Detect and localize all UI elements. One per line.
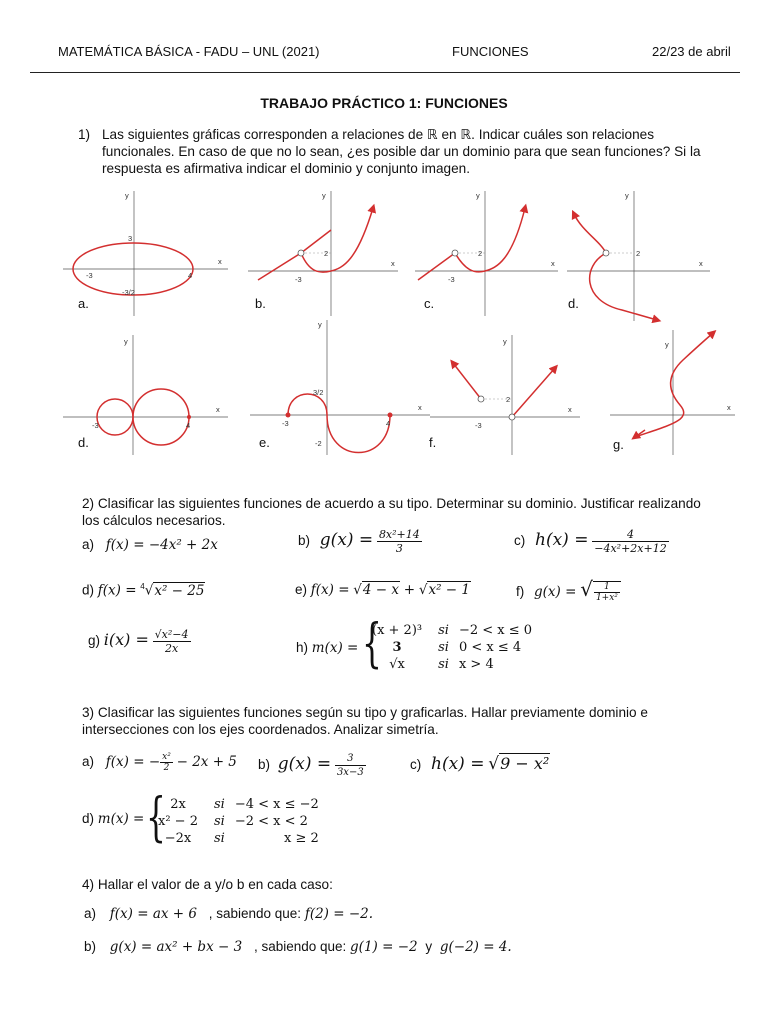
q2-h-label: h) <box>296 640 309 655</box>
q3-b-frac <box>335 752 366 779</box>
graph-f-y-label: y <box>503 337 507 346</box>
q3-d-label-wrap <box>82 811 144 827</box>
page-title: TRABAJO PRÁCTICO 1: FUNCIONES <box>260 95 508 111</box>
graph-c <box>410 186 562 321</box>
q4-b-cond-text: , sabiendo que: <box>253 939 347 954</box>
graph-a-y-label: y <box>125 191 129 200</box>
q2-b-frac <box>377 528 422 555</box>
q2-d-index: 4 <box>140 582 145 591</box>
q2-f: f) g(x) = √ $\frac{1}{\text{1+x²}}$ <box>516 577 621 603</box>
q3-a-den: 2 <box>163 763 170 773</box>
q2-b-den: 3 <box>395 542 403 555</box>
graph-d1-x-label: x <box>699 259 703 268</box>
q3-a-lhs: f(x) = − <box>105 754 161 771</box>
q2-b <box>298 528 422 555</box>
q3-b <box>258 752 366 779</box>
q2-d-lhs: f(x) = <box>97 582 137 599</box>
q4-a-cond-text: , sabiendo que: <box>208 906 302 921</box>
q2-e-plus: + <box>403 582 416 598</box>
q2-e-label: e) <box>295 582 308 597</box>
q2-f-frac <box>593 581 621 603</box>
q2-b-num: 8x²+14 <box>378 528 420 541</box>
q2-h-label-wrap <box>296 640 358 656</box>
q2-h-lhs: m(x) = <box>311 640 359 656</box>
graph-c-tick-2: 2 <box>478 249 483 258</box>
q3-b-lhs: g(x) = <box>277 754 332 775</box>
graph-f-x-label: x <box>568 405 572 414</box>
q2-intro-line-2: los cálculos necesarios. <box>82 513 226 528</box>
q2-c <box>514 528 669 555</box>
q1-line-3: respuesta es afirmativa indicar el dominio y conjunto imagen. <box>102 161 470 176</box>
q2-intro-line-1: 2) Clasificar las siguientes funciones de acuerdo a su tipo. Determinar su dominio. Justificar realizando <box>82 496 701 511</box>
graph-f-label: f. <box>429 435 437 450</box>
q3-d-row: −2x si x ≥ 2 <box>164 831 319 846</box>
q4-a-expr: f(x) = ax + 6 <box>109 906 197 922</box>
graph-e-tick-4: 4 <box>386 419 391 428</box>
q3-b-num: 3 <box>335 752 366 766</box>
q1-line-2: funcionales. En caso de que no lo sean, ¿es posible dar un dominio para que sean funciones? Si la <box>102 144 701 159</box>
q4-a <box>84 906 373 922</box>
q2-g-num: √x²−4 <box>154 628 189 641</box>
q3-c-label: c) <box>410 757 422 772</box>
q2-h-row: √x si x > 4 <box>389 657 494 672</box>
q2-a-label: a) <box>82 537 95 552</box>
graph-f-tick-2: 2 <box>506 395 511 404</box>
q2-intro <box>82 495 752 529</box>
q2-g-frac <box>153 628 191 655</box>
q3-d-row: x² − 2 si −2 < x < 2 <box>158 814 308 829</box>
graph-b-x-label: x <box>391 259 395 268</box>
graph-e-x-label: x <box>418 403 422 412</box>
graph-b <box>243 186 403 321</box>
q2-f-den: 1+x² <box>595 593 618 604</box>
graph-c-y-label: y <box>476 191 480 200</box>
graph-g-y-label: y <box>665 340 669 349</box>
graph-b-tick-2: 2 <box>324 249 329 258</box>
q2-e-rad1: 4 − x <box>362 582 400 598</box>
q2-c-lhs: h(x) = <box>535 530 589 551</box>
header-divider <box>30 72 740 73</box>
graph-d1-tick-2: 2 <box>636 249 641 258</box>
q2-d: d) f(x) = $^4$√x² − 25 <box>82 582 205 599</box>
q3-d-row: 2x si −4 < x ≤ −2 <box>170 797 319 812</box>
graph-a-tick-neg3: -3 <box>86 271 93 280</box>
graph-g-x-label: x <box>727 403 731 412</box>
q2-h-piecewise <box>372 622 538 673</box>
q3-intro-line-2: intersecciones con los ejes coordenados. Analizar simetría. <box>82 722 439 737</box>
graph-a-x-label: x <box>218 257 222 266</box>
q3-a-label: a) <box>82 754 95 770</box>
q2-a <box>82 537 218 553</box>
q2-g <box>88 628 191 655</box>
q2-g-label: g) <box>88 633 101 649</box>
q2-c-label: c) <box>514 533 526 549</box>
graph-f-tick-neg3: -3 <box>475 421 482 430</box>
graph-d2-x-label: x <box>216 405 220 414</box>
graph-d2-y-label: y <box>124 337 128 346</box>
q2-f-lhs: g(x) = <box>534 584 577 600</box>
q2-g-lhs: i(x) = <box>103 630 149 650</box>
q2-c-frac <box>592 528 668 555</box>
graph-f <box>425 330 585 458</box>
graph-e-tick-3-2: 3/2 <box>313 388 324 397</box>
graph-e-label: e. <box>259 435 270 450</box>
graph-a-tick-neg3-2: -3/2 <box>122 288 135 297</box>
q4-b-cond2: g(−2) = 4. <box>439 939 512 955</box>
graph-d1-y-label: y <box>625 191 629 200</box>
q3-a-num: x² <box>162 752 171 762</box>
q3-d-lhs: m(x) = <box>97 811 145 827</box>
q3-intro-line-1: 3) Clasificar las siguientes funciones según su tipo y graficarlas. Hallar previamente dominio e <box>82 705 648 720</box>
q4-a-cond: f(2) = −2. <box>304 906 374 922</box>
q2-h-brace: { <box>362 614 382 674</box>
graph-d1 <box>562 186 714 326</box>
q2-c-num: 4 <box>592 528 668 542</box>
q3-d-brace: { <box>146 788 166 848</box>
q3-c: c) h(x) = √9 − x² <box>410 754 550 774</box>
q3-a <box>82 752 237 773</box>
q2-b-lhs: g(x) = <box>319 530 374 551</box>
q2-f-num: 1 <box>594 582 620 593</box>
q3-a-rest: − 2x + 5 <box>176 754 237 771</box>
q3-b-label: b) <box>258 757 271 773</box>
graph-e-tick-neg2: -2 <box>315 439 322 448</box>
q3-b-den: 3x−3 <box>336 767 364 778</box>
q4-b <box>84 939 512 955</box>
q4-b-cond1: g(1) = −2 <box>350 939 418 955</box>
q3-a-frac <box>160 752 173 773</box>
q2-h-row: 3 si 0 < x ≤ 4 <box>392 640 522 655</box>
q4-a-label: a) <box>84 906 97 921</box>
q1-number: 1) <box>78 127 91 142</box>
graph-e-tick-neg3: -3 <box>282 419 289 428</box>
q2-e-rad2: x² − 1 <box>428 582 470 598</box>
q4-b-expr: g(x) = ax² + bx − 3 <box>109 939 243 955</box>
q2-e: e) f(x) = √4 − x + √x² − 1 <box>295 582 470 598</box>
q2-g-den: 2x <box>164 642 179 655</box>
graph-a <box>58 186 233 321</box>
q3-d-label: d) <box>82 811 95 826</box>
graph-d2 <box>58 330 233 458</box>
graph-c-x-label: x <box>551 259 555 268</box>
graph-g-label: g. <box>613 437 624 452</box>
q4-b-y: y <box>425 939 433 954</box>
q4-intro: 4) Hallar el valor de a y/o b en cada caso: <box>82 877 333 892</box>
q2-a-expr: f(x) = −4x² + 2x <box>105 537 218 553</box>
q1-line-1: Las siguientes gráficas corresponden a relaciones de ℝ en ℝ. Indicar cuáles son relaciones <box>102 127 655 142</box>
header-course: MATEMÁTICA BÁSICA - FADU – UNL (2021) <box>58 44 320 59</box>
graph-c-tick-neg3: -3 <box>448 275 455 284</box>
graph-b-tick-neg3: -3 <box>295 275 302 284</box>
q3-d-piecewise <box>158 796 325 847</box>
q3-intro <box>82 704 752 738</box>
q3-c-rad: 9 − x² <box>500 754 550 773</box>
q2-b-label: b) <box>298 533 311 549</box>
header-topic: FUNCIONES <box>452 44 529 59</box>
header-date: 22/23 de abril <box>652 44 731 59</box>
graph-b-label: b. <box>255 296 266 311</box>
graph-b-y-label: y <box>322 191 326 200</box>
q2-f-label: f) <box>516 584 525 599</box>
graph-a-tick-3: 3 <box>128 234 133 243</box>
graph-d2-tick-4: 4 <box>186 421 191 430</box>
graph-g <box>605 325 740 460</box>
q2-h-row: (x + 2)³ si −2 < x ≤ 0 <box>372 623 533 638</box>
graph-a-tick-4: 4 <box>188 271 193 280</box>
q2-d-rad: x² − 25 <box>154 582 205 599</box>
q2-e-lhs: f(x) = <box>310 582 350 598</box>
graph-d2-tick-neg3: -3 <box>92 421 99 430</box>
graph-d2-label: d. <box>78 435 89 450</box>
q2-c-den: −4x²+2x+12 <box>594 542 667 555</box>
graph-e <box>245 315 435 460</box>
graph-e-y-label: y <box>318 320 322 329</box>
q3-c-lhs: h(x) = <box>431 754 485 774</box>
graph-a-label: a. <box>78 296 89 311</box>
q2-d-label: d) <box>82 582 95 598</box>
q1-text <box>102 126 742 177</box>
graph-c-label: c. <box>424 296 435 311</box>
q4-b-label: b) <box>84 939 97 954</box>
graph-d1-label: d. <box>568 296 579 311</box>
